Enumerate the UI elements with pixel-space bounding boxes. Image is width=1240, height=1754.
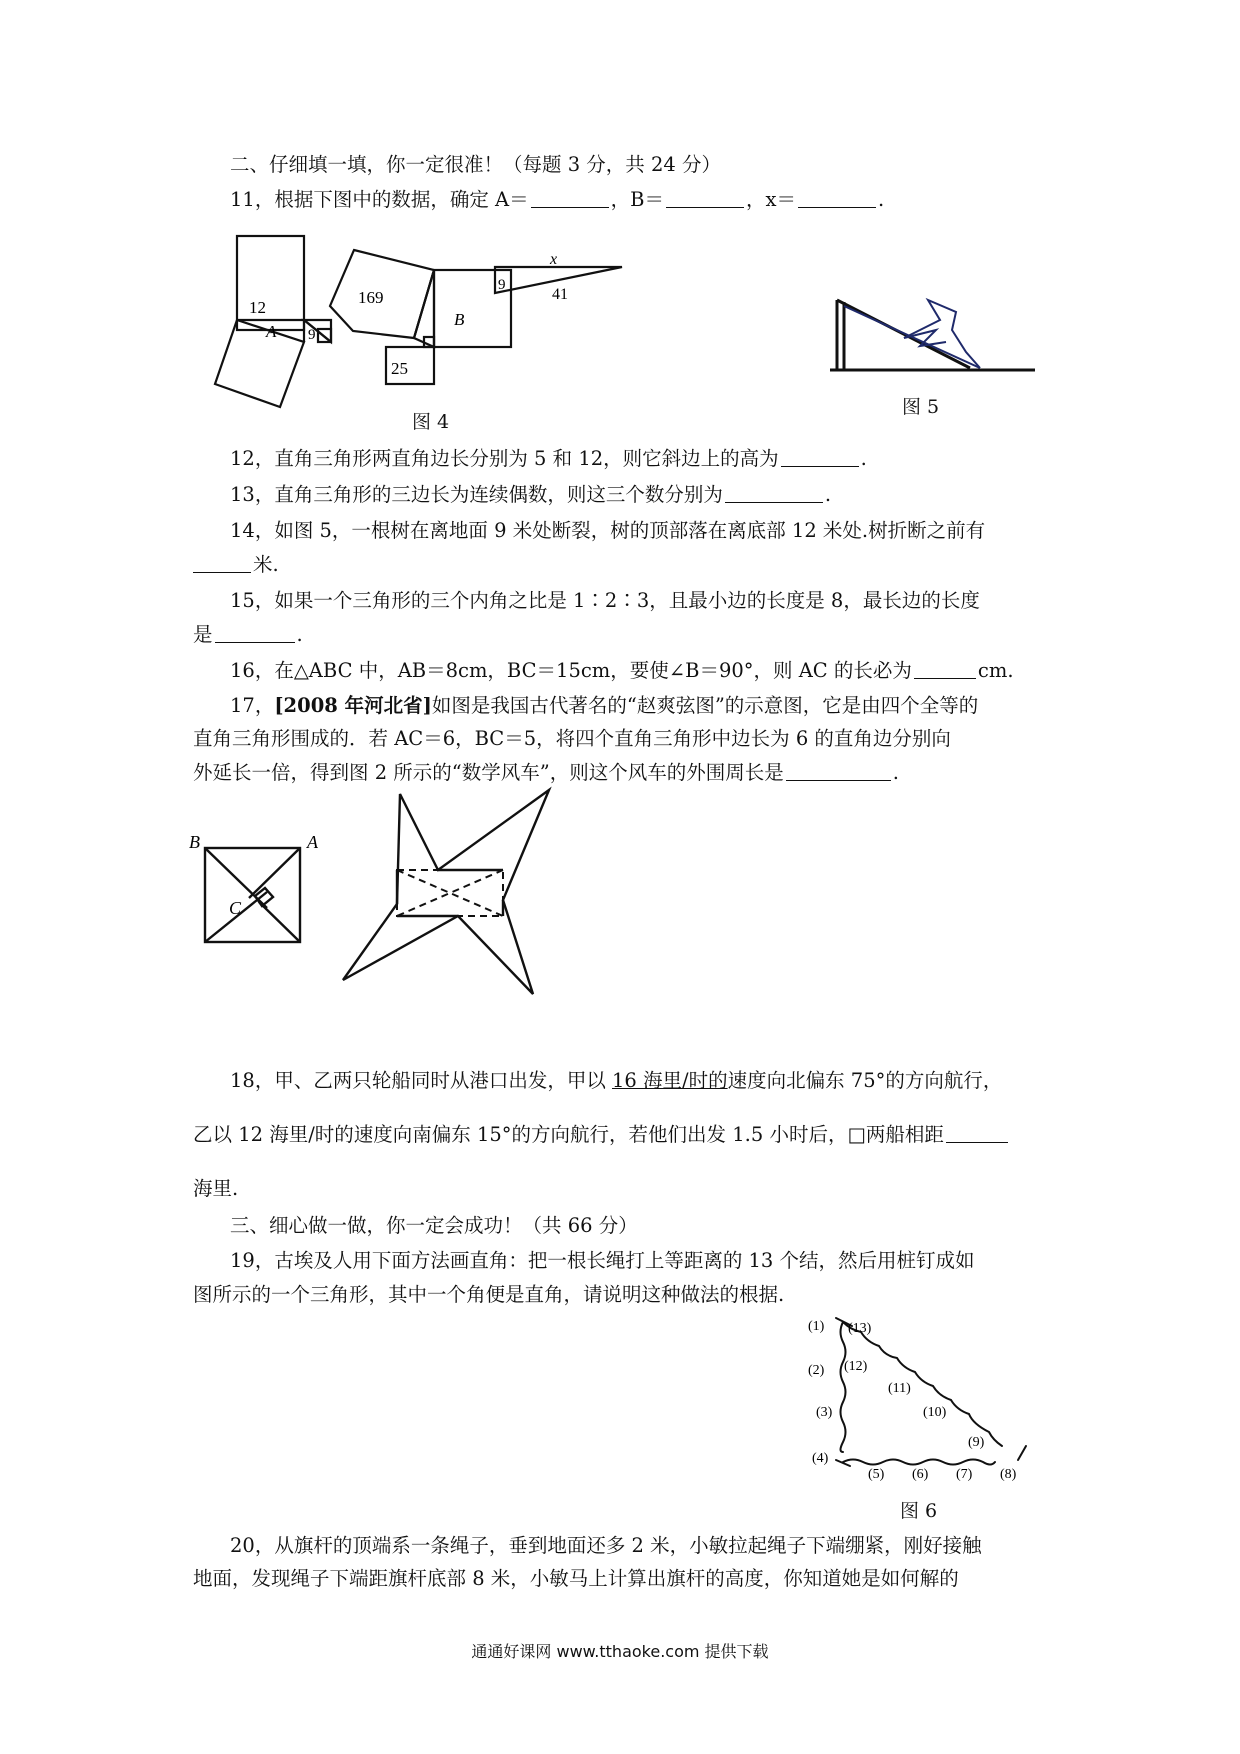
knot-7: (7) [956,1467,973,1482]
knot-10: (10) [923,1405,947,1420]
q14-end: 米. [253,553,279,576]
q13-answer-blank[interactable] [725,484,823,503]
q16-answer-blank[interactable] [914,660,976,679]
figure-6 [808,1310,1048,1480]
q18-text-2: 乙以 12 海里/时的速度向南偏东 15°的方向航行，若他们出发 1.5 小时后， [193,1123,848,1146]
figure-5-caption: 图 5 [902,396,940,418]
q12-answer-blank[interactable] [781,448,859,467]
knot-3: (3) [816,1405,833,1420]
q16-end: cm. [977,659,1014,682]
label-b-vertex: B [189,832,200,852]
q13-text: 13，直角三角形的三边长为连续偶数，则这三个数分别为 [230,483,723,506]
label-x: x [550,251,558,268]
knot-6: (6) [912,1467,929,1482]
q17-source: [2008 年河北省] [274,694,432,717]
square-a [215,320,304,407]
tree-crown [904,300,980,368]
figure-4-caption: 图 4 [412,411,450,433]
figure-4 [200,225,720,400]
q17-end: . [892,761,899,784]
question-15-line-1: 15，如果一个三角形的三个内角之比是 1∶2∶3，且最小边的长度是 8，最长边的长度 [230,589,980,612]
section-3-title: 三、细心做一做，你一定会成功！（共 66 分） [230,1214,638,1237]
q15-text-2: 是 [193,623,213,646]
q12-text: 12，直角三角形两直角边长分别为 5 和 12，则它斜边上的高为 [230,447,779,470]
question-18-line-3: 海里. [193,1177,239,1200]
knot-5: (5) [868,1467,885,1482]
knot-1: (1) [808,1319,825,1334]
question-14-line-1: 14，如图 5，一根树在离地面 9 米处断裂，树的顶部落在离底部 12 米处.树折断之前有 [230,519,986,542]
question-12 [230,446,867,472]
knot-13: (13) [848,1321,872,1336]
label-9b: 9 [498,277,506,293]
q17-text-3: 外延长一倍，得到图 2 所示的“数学风车”，则这个风车的外围周长是 [193,761,784,784]
question-20-line-2: 地面，发现绳子下端距旗杆底部 8 米，小敏马上计算出旗杆的高度，你知道她是如何解的 [193,1567,959,1590]
label-a: A [266,322,277,341]
question-17-line-2: 直角三角形围成的．若 AC＝6，BC＝5，将四个直角三角形中边长为 6 的直角边分别向 [193,727,951,750]
q18-text-1b: 速度向北偏东 75°的方向航行， [727,1069,1003,1092]
q13-end: . [824,483,832,506]
figure-zhao-shuang-and-windmill [185,780,575,1000]
triangle-middle [414,270,434,347]
q15-answer-blank[interactable] [215,624,295,643]
q17-answer-blank[interactable] [786,762,891,781]
question-11 [230,187,884,213]
q11-end: . [877,188,885,211]
q11-text-b: ，B＝ [610,188,664,211]
label-b: B [454,310,465,329]
question-18-line-1 [230,1068,1002,1094]
rope-hypotenuse [843,1322,1002,1446]
label-9: 9 [308,327,316,343]
section-2-title: 二、仔细填一填，你一定很准！（每题 3 分，共 24 分） [230,153,722,176]
knot-11: (11) [888,1381,911,1396]
question-17-line-1 [230,693,978,719]
answer-blank-a[interactable] [531,189,609,208]
knot-9: (9) [968,1435,985,1450]
answer-blank-b[interactable] [666,189,744,208]
zhao-shuang-square [205,848,300,942]
figure-6-caption: 图 6 [900,1500,938,1522]
label-41: 41 [552,286,568,303]
knot-8: (8) [1000,1467,1017,1482]
question-16 [230,658,1014,684]
rope-vertical-side [841,1322,846,1452]
knot-2: (2) [808,1363,825,1378]
knot-12: (12) [844,1359,868,1374]
question-13 [230,482,831,508]
q18-box-glyph: □ [847,1123,866,1146]
square-top-left [237,236,304,330]
q18-underlined-speed: 16 海里/时的 [612,1069,728,1092]
label-a-vertex: A [307,832,318,852]
question-15-line-2 [193,622,303,648]
question-19-line-2: 图所示的一个三角形，其中一个角便是直角，请说明这种做法的根据. [193,1283,785,1306]
question-14-line-2 [193,552,279,578]
question-18-line-2 [193,1122,1010,1148]
question-20-line-1: 20，从旗杆的顶端系一条绳子，垂到地面还多 2 米，小敏拉起绳子下端绷紧，刚好接触 [230,1534,982,1557]
q17-text-1: 如图是我国古代著名的“赵爽弦图”的示意图，它是由四个全等的 [431,694,979,717]
question-19-line-1: 19，古埃及人用下面方法画直角：把一根长绳打上等距离的 13 个结，然后用桩钉成如 [230,1249,975,1272]
q18-text-2c: 两船相距 [865,1123,944,1146]
q11-text-c: ，x＝ [745,188,796,211]
label-c-vertex: C [229,898,242,918]
page-footer: 通通好课网 www.tthaoke.com 提供下载 [471,1642,769,1661]
answer-blank-x[interactable] [798,189,876,208]
label-12: 12 [249,298,266,317]
figure-5 [820,290,1050,380]
label-169: 169 [358,288,384,307]
rope-horizontal-side [843,1460,995,1465]
q17-number: 17， [230,694,275,717]
q14-answer-blank[interactable] [193,554,251,573]
q18-answer-blank[interactable] [946,1124,1008,1143]
label-25: 25 [391,359,408,378]
q12-end: . [860,447,867,470]
q18-text-1a: 18，甲、乙两只轮船同时从港口出发，甲以 [230,1069,613,1092]
q11-text-a: 11，根据下图中的数据，确定 A＝ [230,188,529,211]
q16-text: 16，在△ABC 中，AB＝8cm，BC＝15cm，要使∠B＝90°，则 AC 的长必为 [230,659,912,682]
q15-end: . [296,623,303,646]
knot-4: (4) [812,1451,829,1466]
